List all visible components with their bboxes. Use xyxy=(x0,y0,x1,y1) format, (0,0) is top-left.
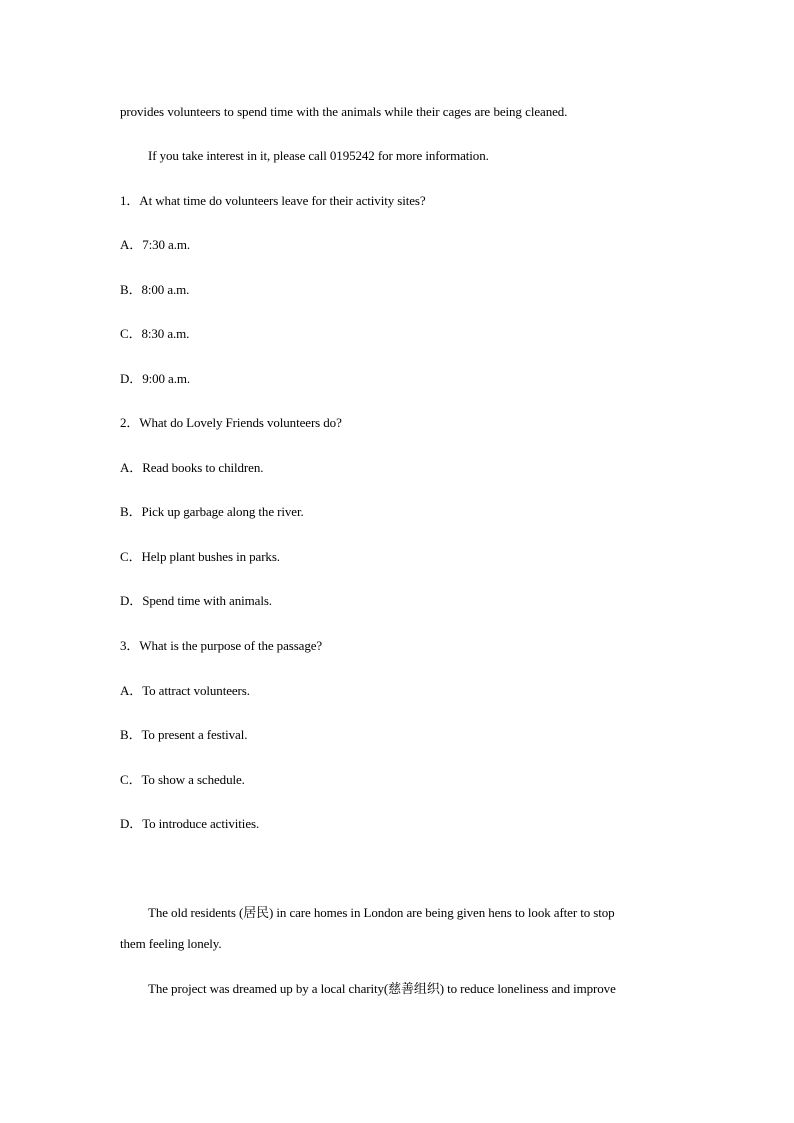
passage-a-line-1: provides volunteers to spend time with the animals while their cages are being cleaned. xyxy=(120,104,568,119)
question-2-stem: 2．What do Lovely Friends volunteers do? xyxy=(120,415,342,430)
passage-b-paragraph-1-line-1: The old residents (居民) in care homes in London are being given hens to look after to stop xyxy=(148,905,615,920)
question-3-option-c: C．To show a schedule. xyxy=(120,772,245,787)
question-3-stem: 3．What is the purpose of the passage? xyxy=(120,638,323,653)
question-1-option-d: D．9:00 a.m. xyxy=(120,371,191,386)
question-3-option-a: A．To attract volunteers. xyxy=(120,683,250,698)
passage-b-paragraph-2-line-1: The project was dreamed up by a local charity(慈善组织) to reduce loneliness and improve xyxy=(148,981,616,996)
question-3-option-b: B．To present a festival. xyxy=(120,727,248,742)
question-2-option-b: B．Pick up garbage along the river. xyxy=(120,504,304,519)
question-2-option-d: D．Spend time with animals. xyxy=(120,593,272,608)
question-1-stem: 1．At what time do volunteers leave for their activity sites? xyxy=(120,193,426,208)
question-2-option-c: C．Help plant bushes in parks. xyxy=(120,549,280,564)
question-2-option-a: A．Read books to children. xyxy=(120,460,264,475)
question-1-option-b: B．8:00 a.m. xyxy=(120,282,190,297)
passage-b-paragraph-1-line-2: them feeling lonely. xyxy=(120,936,222,951)
passage-a-contact-line: If you take interest in it, please call 0195242 for more information. xyxy=(148,148,489,163)
question-3-option-d: D．To introduce activities. xyxy=(120,816,260,831)
question-1-option-a: A．7:30 a.m. xyxy=(120,237,191,252)
question-1-option-c: C．8:30 a.m. xyxy=(120,326,190,341)
